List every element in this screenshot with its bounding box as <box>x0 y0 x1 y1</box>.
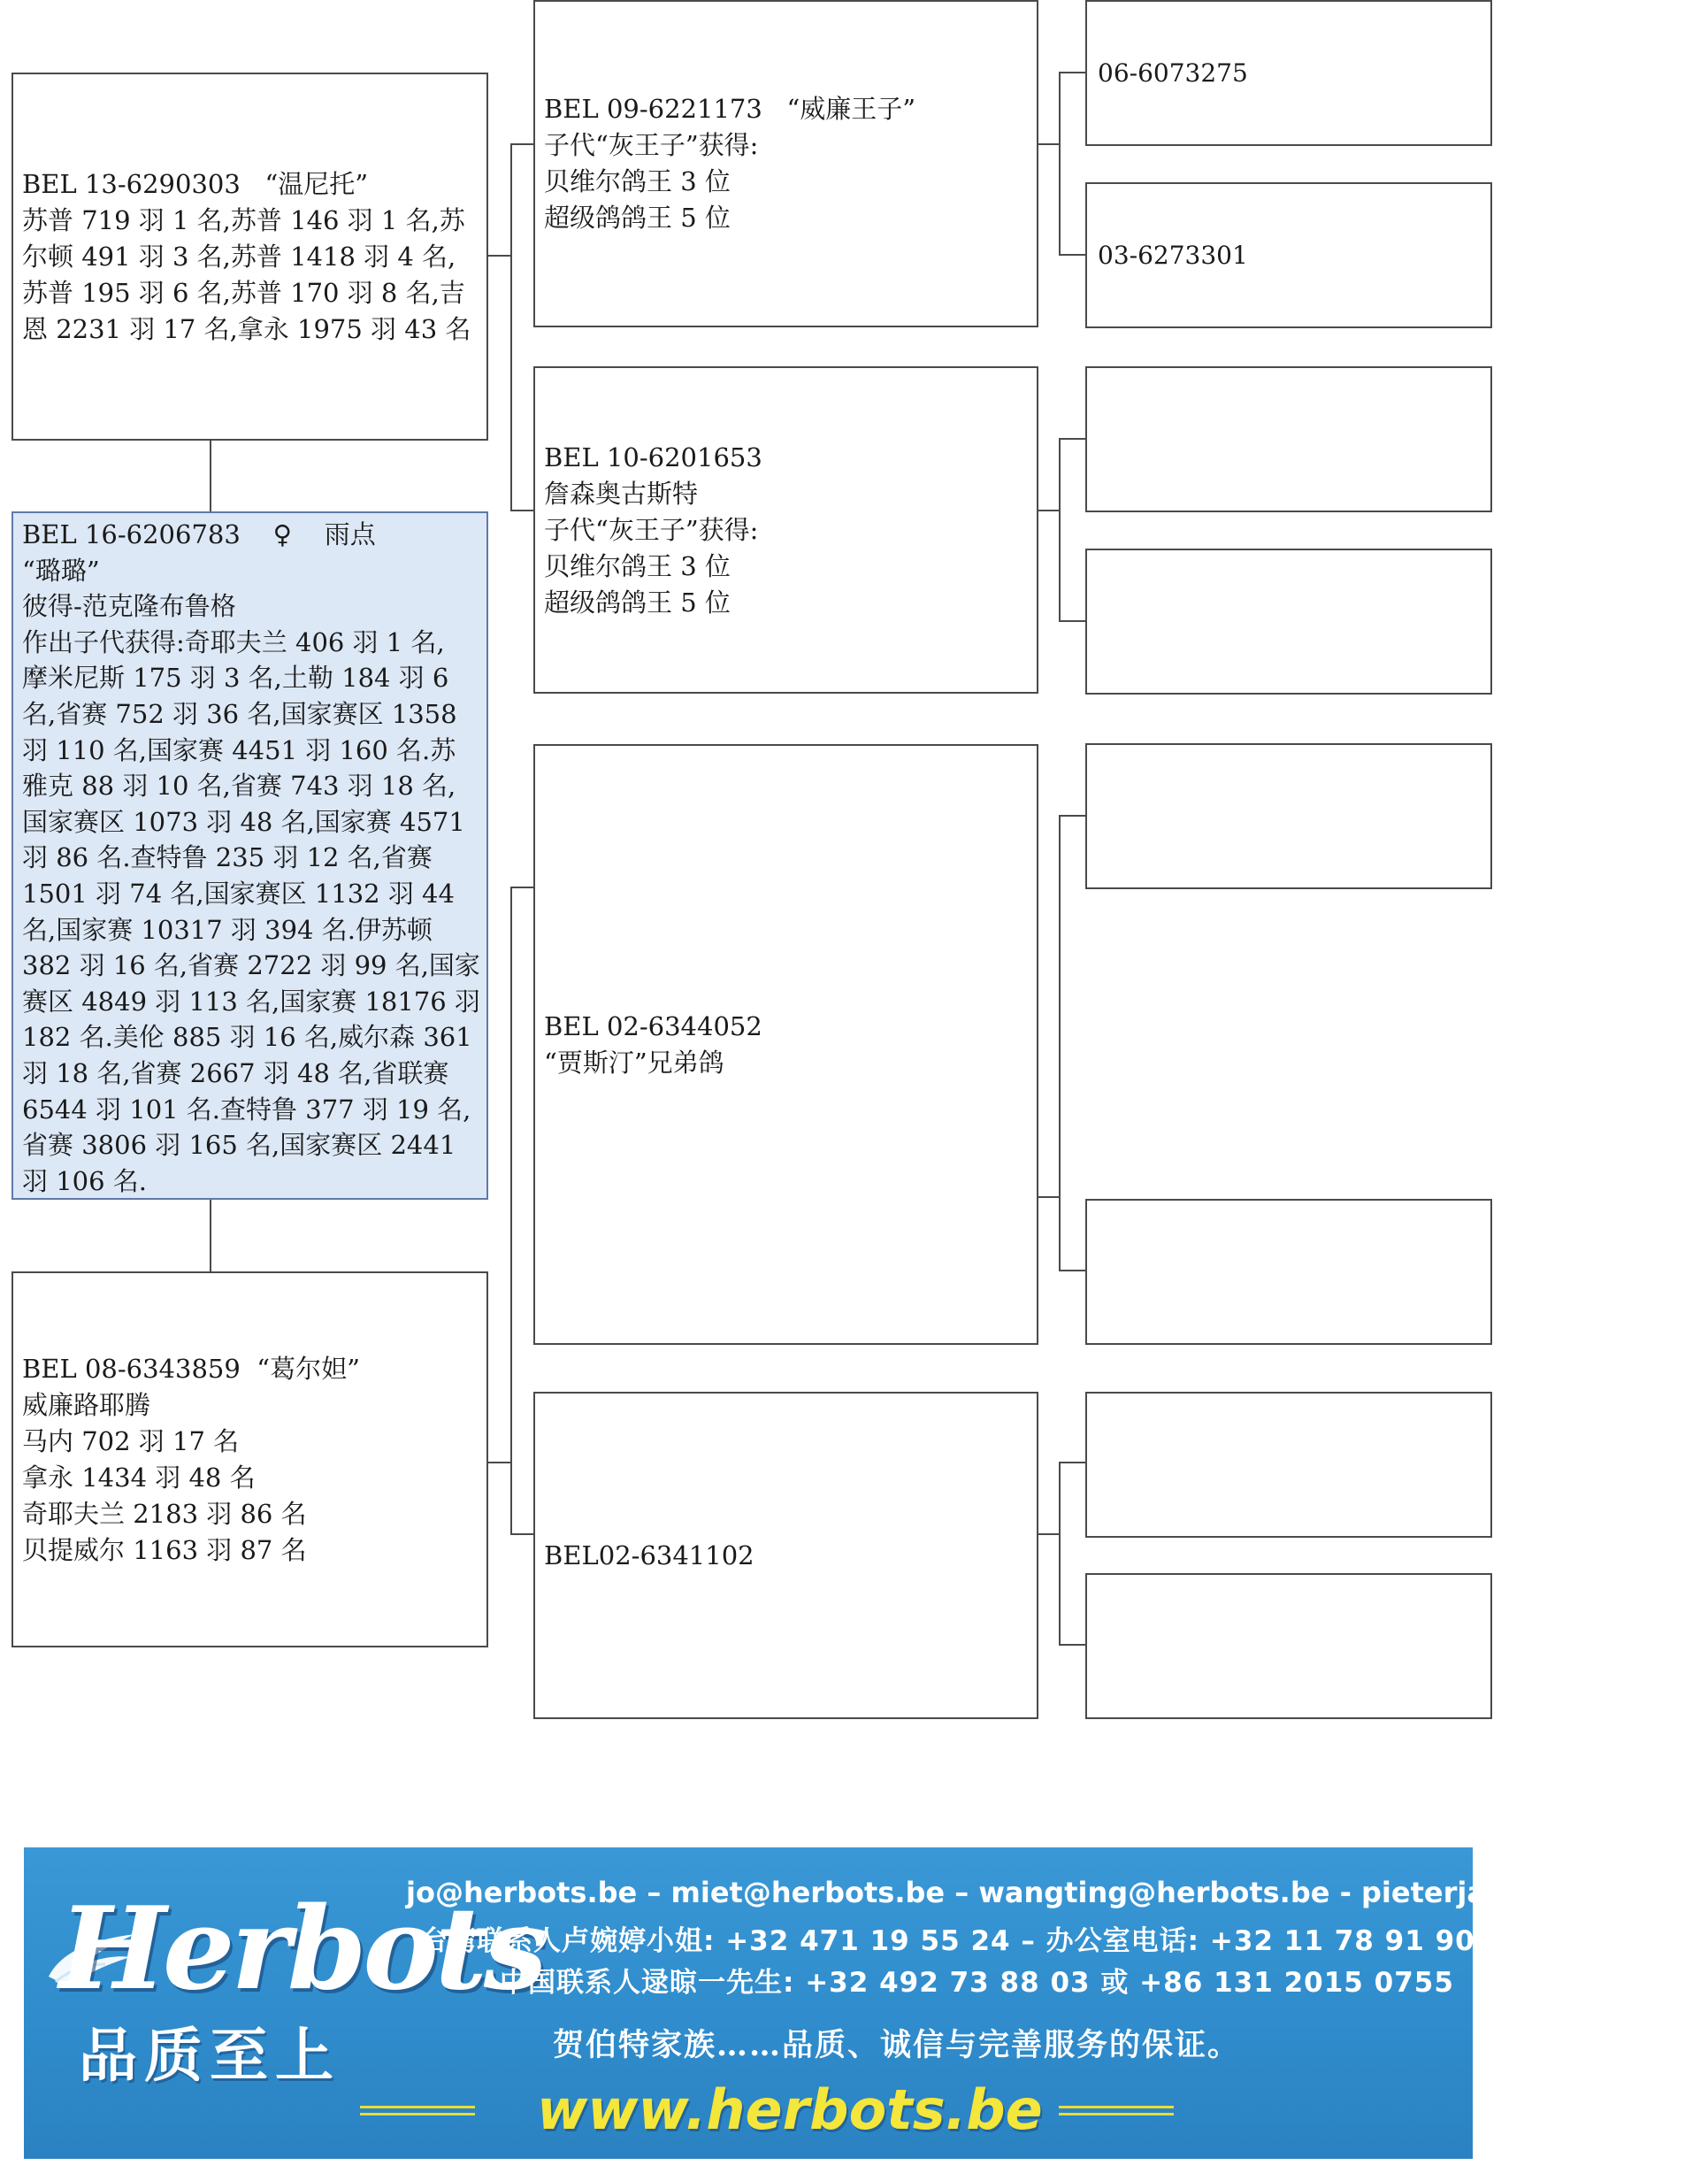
china-contact: 中国联系人逯晾一先生: +32 492 73 88 03 或 +86 131 2015 0755 <box>500 1967 1454 1999</box>
decor-line-right <box>1059 2113 1174 2115</box>
gen4-ring: 03-6273301 <box>1098 241 1248 270</box>
dam-line: 威廉路耶腾 <box>22 1389 151 1420</box>
gen4-card-8 <box>1085 1573 1492 1719</box>
decor-line-left <box>360 2106 475 2108</box>
subject-line: 382 羽 16 名,省赛 2722 羽 99 名,国家 <box>22 950 480 981</box>
dam-sire-line: BEL 02-6344052 <box>544 1010 762 1041</box>
sire-sire-line: 超级鸽鸽王 5 位 <box>544 203 731 233</box>
decor-line-left <box>360 2113 475 2115</box>
subject-line: “璐璐” <box>22 555 100 586</box>
dam-line: 奇耶夫兰 2183 羽 86 名 <box>22 1498 307 1529</box>
subject-line: 国家赛区 1073 羽 48 名,国家赛 4571 <box>22 806 465 837</box>
subject-line: 羽 110 名,国家赛 4451 羽 160 名.苏 <box>22 734 456 765</box>
dam-dam-line: BEL02-6341102 <box>544 1540 754 1570</box>
banner-motto: 贺伯特家族……品质、诚信与完善服务的保证。 <box>553 2027 1241 2063</box>
sire-dam-line: 贝维尔鸽王 3 位 <box>544 550 731 581</box>
dam-line: BEL 08-6343859 “葛尔妲” <box>22 1353 360 1384</box>
sire-line: 苏普 195 羽 6 名,苏普 170 羽 8 名,吉 <box>22 277 465 308</box>
taiwan-contact: 台湾联系人卢婉婷小姐: +32 471 19 55 24 – 办公室电话: +32 11 78 91 90 <box>420 1925 1475 1957</box>
dam-line: 马内 702 羽 17 名 <box>22 1425 240 1456</box>
sire-sire-line: 子代“灰王子”获得: <box>544 130 759 160</box>
brand-logo: Herbots <box>59 1883 544 2016</box>
dam-line: 拿永 1434 羽 48 名 <box>22 1462 256 1493</box>
subject-line: 羽 18 名,省赛 2667 羽 48 名,省联赛 <box>22 1057 449 1088</box>
subject-line: 作出子代获得:奇耶夫兰 406 羽 1 名, <box>22 626 445 657</box>
subject-line: 名,国家赛 10317 羽 394 名.伊苏顿 <box>22 914 433 945</box>
subject-card <box>11 511 488 1200</box>
subject-line: 182 名.美伦 885 羽 16 名,威尔森 361 <box>22 1022 472 1053</box>
sire-dam-line: 超级鸽鸽王 5 位 <box>544 587 731 618</box>
sire-dam-line: 詹森奥古斯特 <box>544 478 699 509</box>
sire-sire-card <box>533 0 1038 327</box>
website-link[interactable]: www.herbots.be <box>537 2077 1043 2142</box>
decor-line-right <box>1059 2106 1174 2108</box>
subject-line: 6544 羽 101 名.查特鲁 377 羽 19 名, <box>22 1094 471 1125</box>
dam-sire-line: “贾斯汀”兄弟鸽 <box>544 1047 724 1078</box>
sire-line: 尔顿 491 羽 3 名,苏普 1418 羽 4 名, <box>22 241 456 272</box>
gen4-ring: 06-6073275 <box>1098 58 1248 88</box>
subject-line: 羽 86 名.查特鲁 235 羽 12 名,省赛 <box>22 842 433 873</box>
sire-card <box>11 73 488 441</box>
subject-line: 名,省赛 752 羽 36 名,国家赛区 1358 <box>22 698 457 729</box>
gen4-card-5 <box>1085 743 1492 889</box>
sire-dam-line: 子代“灰王子”获得: <box>544 514 759 545</box>
brand-slogan: 品质至上 <box>79 2021 341 2090</box>
dam-dam-card <box>533 1392 1038 1719</box>
gen4-card-4 <box>1085 549 1492 695</box>
gen4-card-2 <box>1085 182 1492 328</box>
subject-line: 彼得-范克隆布鲁格 <box>22 591 236 622</box>
subject-line: 羽 106 名. <box>22 1165 148 1196</box>
sire-line: 恩 2231 羽 17 名,拿永 1975 羽 43 名 <box>22 313 471 344</box>
subject-line: 1501 羽 74 名,国家赛区 1132 羽 44 <box>22 878 455 909</box>
dam-line: 贝提威尔 1163 羽 87 名 <box>22 1534 307 1565</box>
gen4-card-1 <box>1085 0 1492 146</box>
sire-dam-line: BEL 10-6201653 <box>544 442 762 472</box>
subject-line: 省赛 3806 羽 165 名,国家赛区 2441 <box>22 1130 456 1161</box>
contact-banner <box>24 1847 1708 2159</box>
gen4-card-6 <box>1085 1199 1492 1345</box>
subject-line: 摩米尼斯 175 羽 3 名,土勒 184 羽 6 <box>22 663 449 694</box>
subject-line: 雅克 88 羽 10 名,省赛 743 羽 18 名, <box>22 771 456 802</box>
subject-line: BEL 16-6206783 ♀ 雨点 <box>22 519 376 549</box>
contact-emails[interactable]: jo@herbots.be – miet@herbots.be – wangting@herbots.be - pieterjan@herbots.be <box>406 1876 1708 1909</box>
sire-line: BEL 13-6290303 “温尼托” <box>22 168 369 199</box>
sire-line: 苏普 719 羽 1 名,苏普 146 羽 1 名,苏 <box>22 204 465 235</box>
sire-sire-line: BEL 09-6221173 “威廉王子” <box>544 94 916 124</box>
gen4-card-3 <box>1085 366 1492 512</box>
sire-dam-card <box>533 366 1038 694</box>
gen4-card-7 <box>1085 1392 1492 1538</box>
dam-sire-card <box>533 744 1038 1345</box>
subject-line: 赛区 4849 羽 113 名,国家赛 18176 羽 <box>22 986 480 1017</box>
dam-card <box>11 1271 488 1647</box>
sire-sire-line: 贝维尔鸽王 3 位 <box>544 166 731 196</box>
